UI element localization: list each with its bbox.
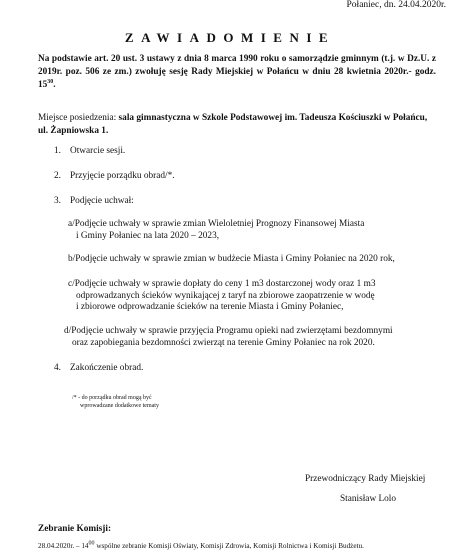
subitem-b: b/Podjęcie uchwały w sprawie zmian w budżecie Miasta i Gminy Połaniec na 2020 rok, xyxy=(68,254,395,264)
agenda-item-text: Przyjęcie porządku obrad/*. xyxy=(70,171,175,181)
agenda-item-1: 1. Otwarcie sesji. xyxy=(54,146,126,156)
agenda-item-text: Otwarcie sesji. xyxy=(70,146,126,156)
signature-name: Stanisław Lolo xyxy=(340,494,397,504)
agenda-item-4: 4. Zakończenie obrad. xyxy=(54,363,144,373)
subitem-a: a/Podjęcie uchwały w sprawie zmian Wieloletniej Prognozy Finansowej Miasta i Gminy Połaniec na lata 2020 – 2023, xyxy=(68,219,365,241)
committee-heading: Zebranie Komisji: xyxy=(38,524,112,534)
signature-role: Przewodniczący Rady Miejskiej xyxy=(305,474,426,484)
intro-time-sup: 30 xyxy=(47,78,54,85)
venue-paragraph xyxy=(38,112,436,138)
subitem-d: d/Podjęcie uchwały w sprawie przyjęcia Programu opieki nad zwierzętami bezdomnymi oraz zapobiegania bezdomności zwierząt na terenie Gminy Połaniec na rok 2020. xyxy=(64,326,393,348)
intro-text: Na podstawie art. 20 ust. 3 ustawy z dnia 8 marca 1990 roku o samorządzie gminnym (t.j. w Dz.U. z 2019r. poz. 506 ze zm.) zwołuję sesję Rady Miejskiej w Połańcu w dniu 28 kwietnia 2020r.- godz. 15 xyxy=(38,54,436,90)
venue-label: Miejsce posiedzenia: xyxy=(38,113,119,123)
committee-details: 28.04.2020r. – $14^{00}$ wspólne zebranie Komisji Oświaty, Komisji Zdrowia, Komisji Rolnictwa i Komisji Budżetu. xyxy=(38,540,364,550)
footnote: /* - do porządku obrad mogą być wprowadzane dodatkowe tematy xyxy=(72,395,159,409)
subitem-c: c/Podjęcie uchwały w sprawie dopłaty do ceny 1 m3 dostarczonej wody oraz 1 m3 odprowadzanych ścieków wynikającej z taryf na zbiorowe zaopatrzenie w wodę i zbiorowe odprowadzanie ścieków na terenie Miasta i Gminy Połaniec, xyxy=(68,279,376,312)
document-title: ZAWIADOMIENIE xyxy=(124,30,336,45)
place-date: Połaniec, dn. 24.04.2020r. xyxy=(346,0,446,10)
agenda-item-2: 2. Przyjęcie porządku obrad/*. xyxy=(54,171,175,181)
intro-paragraph: Na podstawie art. 20 ust. 3 ustawy z dnia 8 marca 1990 roku o samorządzie gminnym (t.j. w Dz.U. z 2019r. poz. 506 ze zm.) zwołuję sesję Rady Miejskiej w Połańcu w dniu 28 kwietnia 2020r.- godz. $15^{30}$. xyxy=(38,54,436,90)
venue-value: sala gimnastyczna w Szkole Podstawowej im. Tadeusza Kościuszki w Połańcu, ul. Żapniowska 1. xyxy=(38,113,428,136)
agenda-item-text: Zakończenie obrad. xyxy=(70,363,144,373)
agenda-item-text: Podjęcie uchwał: xyxy=(70,196,134,206)
agenda-item-3: 3. Podjęcie uchwał: xyxy=(54,196,134,206)
